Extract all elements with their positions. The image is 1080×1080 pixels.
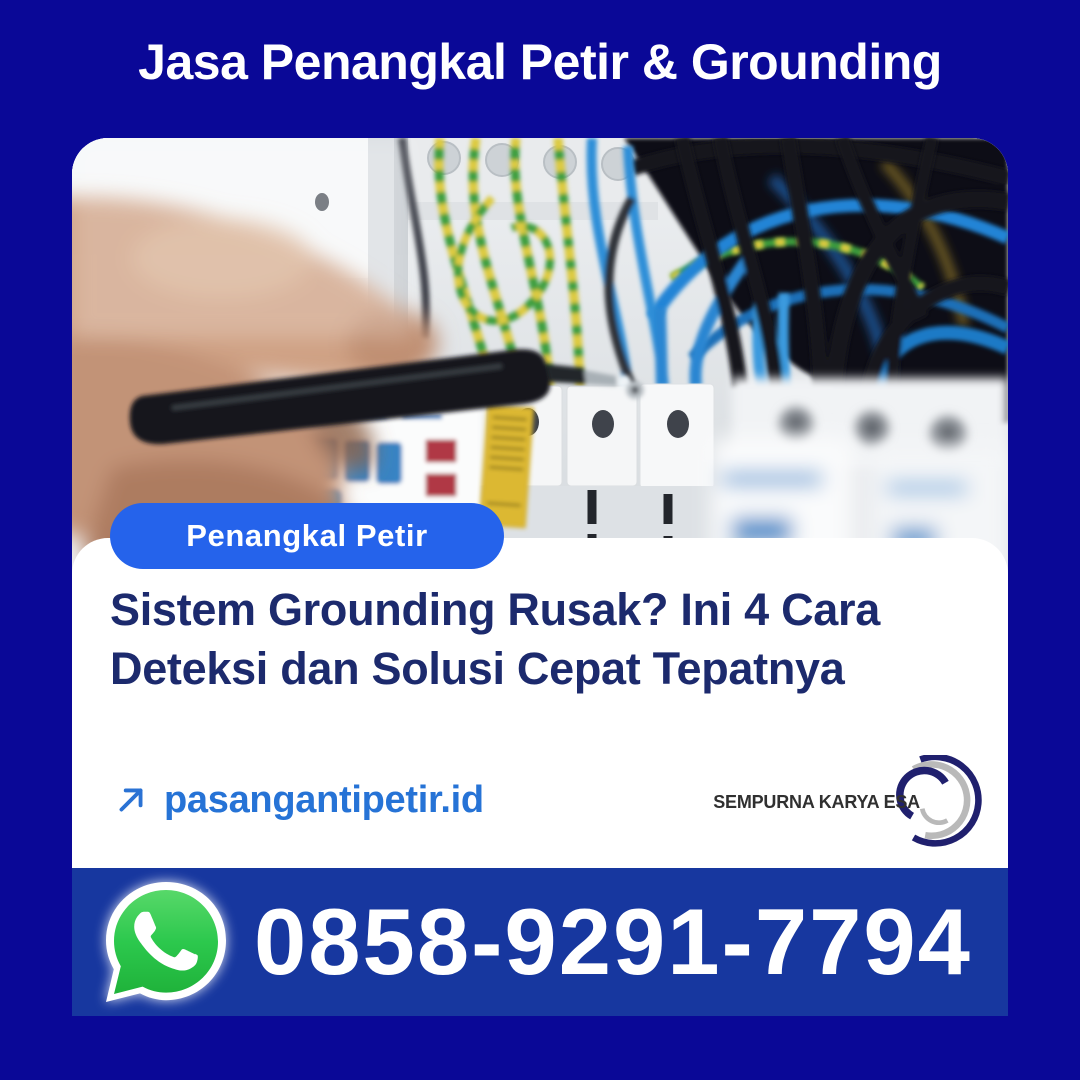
external-link-arrow-icon [114,783,148,817]
phone-number: 0858-9291-7794 [254,889,972,994]
whatsapp-icon [102,878,230,1006]
headline-line-1: Sistem Grounding Rusak? Ini 4 Cara [110,584,880,635]
whatsapp-contact-bar[interactable] [72,868,1008,1016]
article-headline [110,581,970,698]
website-link[interactable] [114,768,484,832]
headline-line-2: Deteksi dan Solusi Cepat Tepatnya [110,642,845,694]
article-card [72,138,1008,868]
category-badge [110,503,504,569]
company-logo [713,754,984,850]
poster-title: Jasa Penangkal Petir & Grounding [138,34,942,90]
category-badge-label: Penangkal Petir [186,518,428,553]
website-label: pasangantipetir.id [164,778,484,821]
company-logo-text: SEMPURNA KARYA ESA [713,791,920,812]
